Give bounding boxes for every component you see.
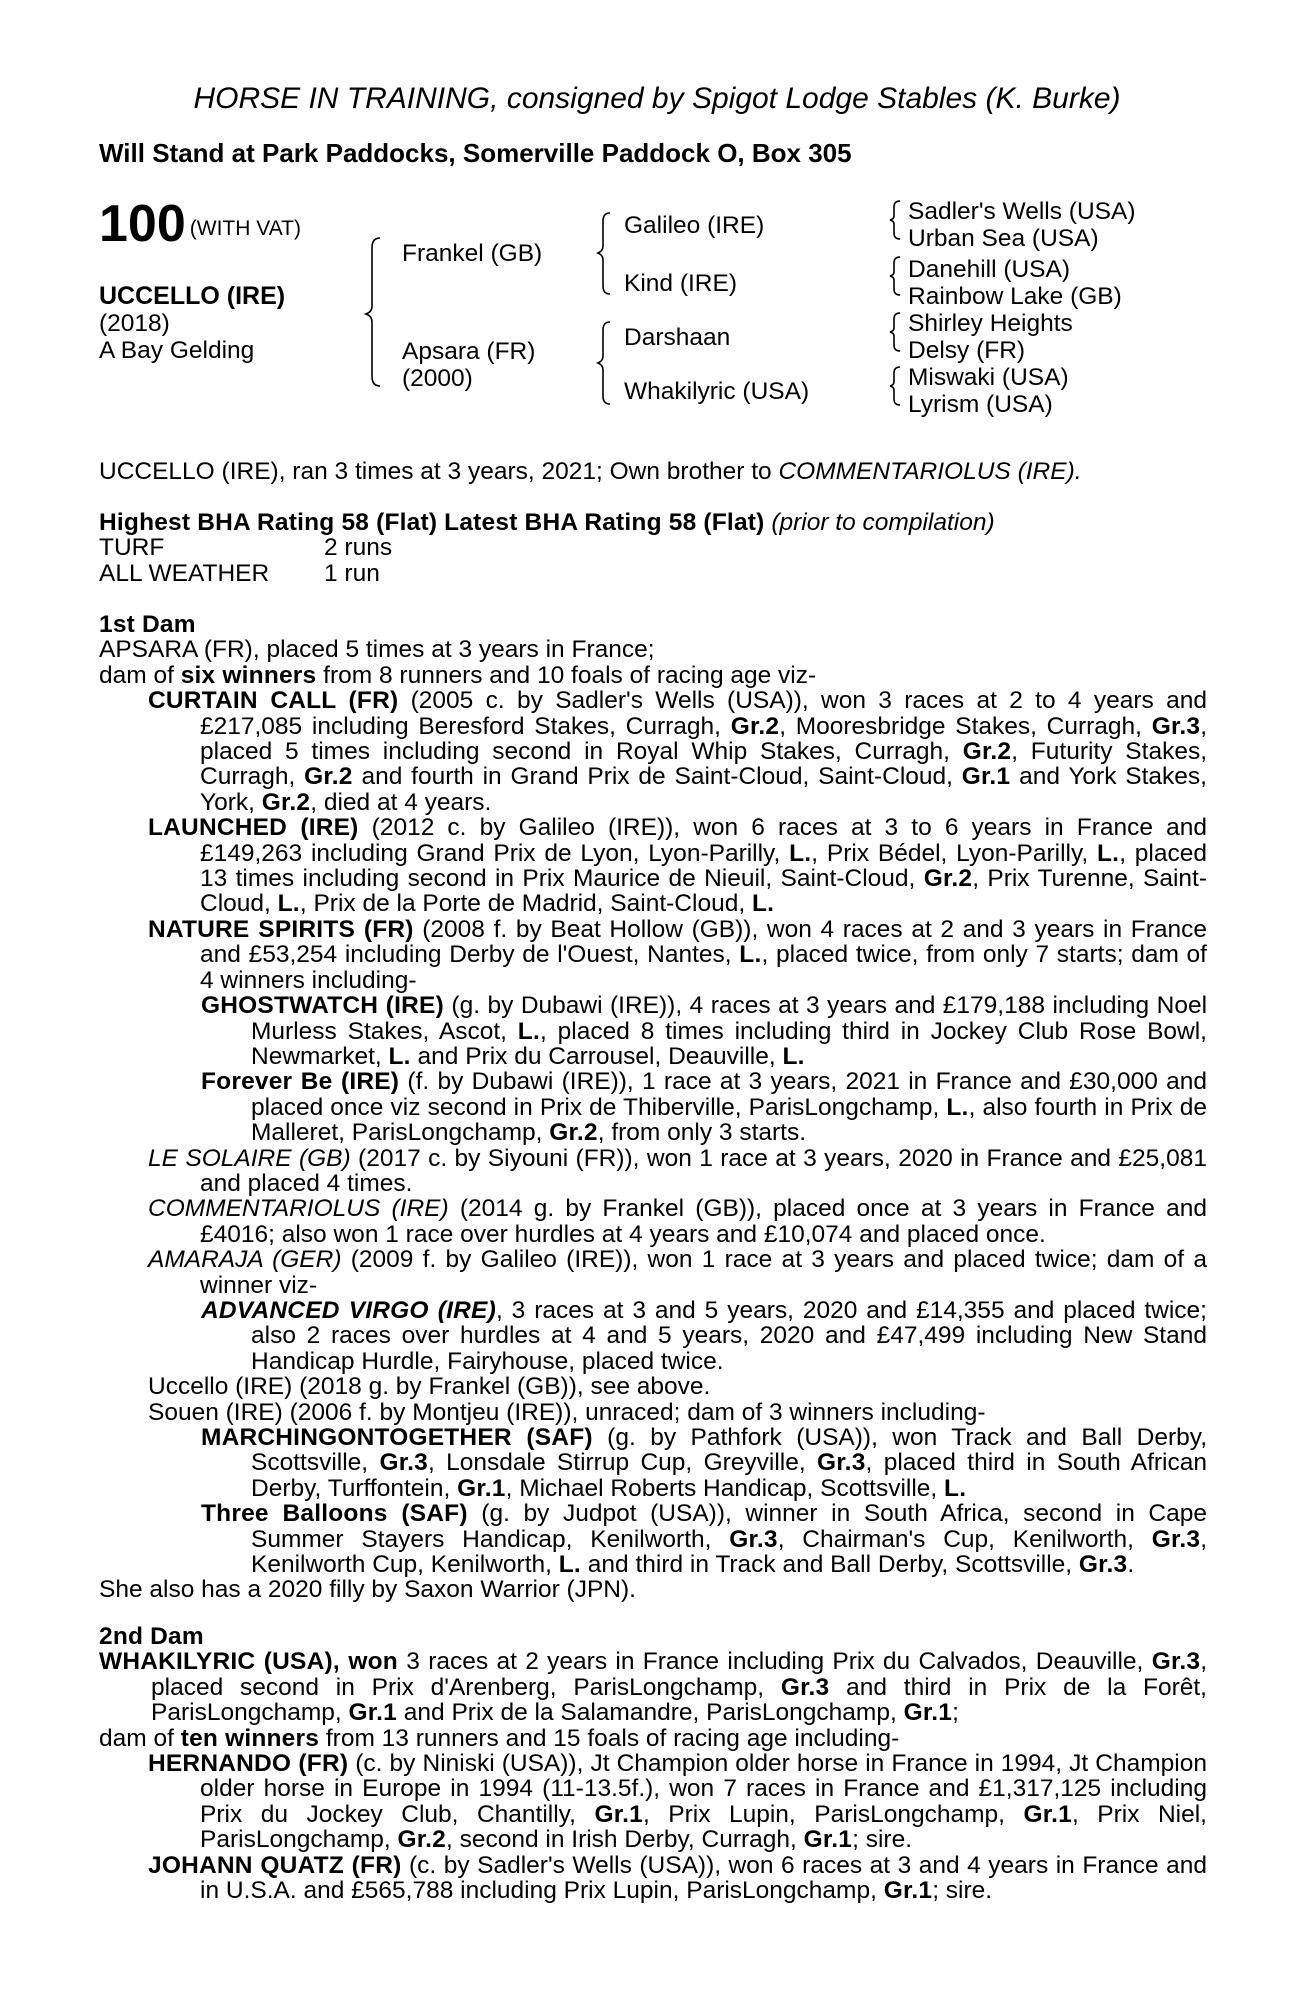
first-dam-heading: 1st Dam	[99, 611, 196, 638]
progeny-launched: LAUNCHED (IRE) (2012 c. by Galileo (IRE)), won 6 races at 3 to 6 years in France and £149,263 including Grand Prix de Lyon, Lyon-Parilly, L., Prix Bédel, Lyon-Parilly, L., placed 13 times including second in Prix Maurice de Nieuil, Saint-Cloud, Gr.2, Prix Turenne, Saint-Cloud, L., Prix de la Porte de Madrid, Saint-Cloud, L.	[148, 814, 1207, 918]
summary-line: UCCELLO (IRE), ran 3 times at 3 years, 2021; Own brother to COMMENTARIOLUS (IRE).	[99, 458, 1082, 485]
lot-number: 100 (WITH VAT)	[99, 195, 301, 253]
pedigree-dam-year: (2000)	[402, 365, 473, 392]
page-title: HORSE IN TRAINING, consigned by Spigot Lodge Stables (K. Burke)	[193, 82, 1121, 115]
progeny-souen: Souen (IRE) (2006 f. by Montjeu (IRE)), unraced; dam of 3 winners including-	[148, 1398, 986, 1426]
progeny-nature-spirits: NATURE SPIRITS (FR) (2008 f. by Beat Hollow (GB)), won 4 races at 2 and 3 years in France and £53,254 including Derby de l'Ouest, Nantes, L., placed twice, from only 7 starts; dam of 4 winners including-	[148, 915, 1207, 994]
progeny-uccello: Uccello (IRE) (2018 g. by Frankel (GB)), see above.	[148, 1373, 711, 1401]
pedigree-ds-sire: Shirley Heights	[908, 310, 1073, 337]
pedigree-sire-dam: Kind (IRE)	[624, 270, 738, 297]
progeny-le-solaire: LE SOLAIRE (GB) (2017 c. by Siyouni (FR)), won 1 race at 3 years, 2020 in France and £25,081 and placed 4 times.	[148, 1144, 1207, 1197]
pedigree-ds-dam: Delsy (FR)	[908, 337, 1026, 364]
horse-year: (2018)	[99, 310, 170, 337]
rating-note: (prior to compilation)	[771, 509, 995, 536]
progeny-curtain-call: CURTAIN CALL (FR) (2005 c. by Sadler's Wells (USA)), won 3 races at 2 to 4 years and £217,085 including Beresford Stakes, Curragh, Gr.2, Mooresbridge Stakes, Curragh, Gr.3, placed 5 times including second in Royal Whip Stakes, Curragh, Gr.2, Futurity Stakes, Curragh, Gr.2 and fourth in Grand Prix de Saint-Cloud, Saint-Cloud, Gr.1 and York Stakes, York, Gr.2, died at 4 years.	[148, 687, 1207, 816]
pedigree-ss-sire: Sadler's Wells (USA)	[908, 198, 1136, 225]
progeny-hernando: HERNANDO (FR) (c. by Niniski (USA)), Jt Champion older horse in France in 1994, Jt Champion older horse in Europe in 1994 (11-13.5f.), won 7 races in France and £1,317,125 including Prix du Jockey Club, Chantilly, Gr.1, Prix Lupin, ParisLongchamp, Gr.1, Prix Niel, ParisLongchamp, Gr.2, second in Irish Derby, Curragh, Gr.1; sire.	[148, 1750, 1207, 1854]
progeny-johann-quatz: JOHANN QUATZ (FR) (c. by Sadler's Wells (USA)), won 6 races at 3 and 4 years in France and in U.S.A. and £565,788 including Prix Lupin, ParisLongchamp, Gr.1; sire.	[148, 1851, 1207, 1905]
pedigree-dd-dam: Lyrism (USA)	[908, 391, 1053, 418]
first-dam-section: 1st Dam APSARA (FR), placed 5 times at 3 years in France; dam of six winners from 8 runners and 10 foals of racing age viz- CURTAIN CALL (FR) (2005 c. by Sadler's Wells (USA)), won 3 races at 2 to 4 years and £217,085 including Beresford Stakes, Curragh, Gr.2, Mooresbridge Stakes, Curragh, Gr.3, placed 5 times including second in Royal Whip Stakes, Curragh, Gr.2, Futurity Stakes, Curragh, Gr.2 and fourth in Grand Prix de Saint-Cloud, Saint-Cloud, Gr.1 and York Stakes, York, Gr.2, died at 4 years. LAUNCHED (IRE) (2012 c. by Galileo (IRE)), won 6 races at 3 to 6 years in France and £149,263 including Grand Prix de Lyon, Lyon-Parilly, L., Prix Bédel, Lyon-Parilly, L., placed 13 times including second in Prix Maurice de Nieuil, Saint-Cloud, Gr.2, Prix Turenne, Saint-Cloud, L., Prix de la Porte de Madrid, Saint-Cloud, L. NATURE SPIRITS (FR) (2008 f. by Beat Hollow (GB)), won 4 races at 2 and 3 years in France and £53,254 including Derby de l'Ouest, Nantes, L., placed twice, from only 7 starts; dam of 4 winners including- GHOSTWATCH (IRE) (g. by Dubawi (IRE)), 4 races at 3 years and £179,188 including Noel Murless Stakes, Ascot, L., placed 8 times including third in Jockey Club Rose Bowl, Newmarket, L. and Prix du Carrousel, Deauville, L. Forever Be (IRE) (f. by Dubawi (IRE)), 1 race at 3 years, 2021 in France and £30,000 and placed once viz second in Prix de Thiberville, ParisLongchamp, L., also fourth in Prix de Malleret, ParisLongchamp, Gr.2, from only 3 starts. LE SOLAIRE (GB) (2017 c. by Siyouni (FR)), won 1 race at 3 years, 2020 in France and £25,081 and placed 4 times. COMMENTARIOLUS (IRE) (2014 g. by Frankel (GB)), placed once at 3 years in France and £4016; also won 1 race over hurdles at 4 years and £10,074 and placed once. AMARAJA (GER) (2009 f. by Galileo (IRE)), won 1 race at 3 years and placed twice; dam of a winner viz- ADVANCED VIRGO (IRE), 3 races at 3 and 5 years, 2020 and £14,355 and placed twice; also 2 races over hurdles at 4 and 5 years, 2020 and £47,499 including New Stand Handicap Hurdle, Fairyhouse, placed twice. Uccello (IRE) (2018 g. by Frankel (GB)), see above. Souen (IRE) (2006 f. by Montjeu (IRE)), unraced; dam of 3 winners including- MARCHINGONTOGETHER (SAF) (g. by Pathfork (USA)), won Track and Ball Derby, Scottsville, Gr.3, Lonsdale Stirrup Cup, Greyville, Gr.3, placed third in South African Derby, Turffontein, Gr.1, Michael Roberts Handicap, Scottsville, L. Three Balloons (SAF) (g. by Judpot (USA)), winner in South Africa, second in Cape Summer Stayers Handicap, Kenilworth, Gr.3, Chairman's Cup, Kenilworth, Gr.3, Kenilworth Cup, Kenilworth, L. and third in Track and Ball Derby, Scottsville, Gr.3. She also has a 2020 filly by Saxon Warrior (JPN).	[99, 611, 1208, 1604]
progeny-advanced-virgo: ADVANCED VIRGO (IRE), 3 races at 3 and 5 years, 2020 and £14,355 and placed twice; also 2 races over hurdles at 4 and 5 years, 2020 and £47,499 including New Stand Handicap Hurdle, Fairyhouse, placed twice.	[201, 1296, 1207, 1375]
rating-text: Highest BHA Rating 58 (Flat) Latest BHA Rating 58 (Flat)	[99, 509, 765, 536]
pedigree-dam: Apsara (FR)	[402, 338, 536, 365]
second-dam-heading: 2nd Dam	[99, 1623, 204, 1650]
horse-description: A Bay Gelding	[99, 337, 255, 364]
pedigree-sire-sire: Galileo (IRE)	[624, 212, 765, 239]
progeny-marchingontogether: MARCHINGONTOGETHER (SAF) (g. by Pathfork (USA)), won Track and Ball Derby, Scottsville, Gr.3, Lonsdale Stirrup Cup, Greyville, Gr.3, placed third in South African Derby, Turffontein, Gr.1, Michael Roberts Handicap, Scottsville, L.	[201, 1424, 1208, 1502]
progeny-three-balloons: Three Balloons (SAF) (g. by Judpot (USA)), winner in South Africa, second in Cape Summer Stayers Handicap, Kenilworth, Gr.3, Chairman's Cup, Kenilworth, Gr.3, Kenilworth Cup, Kenilworth, L. and third in Track and Ball Derby, Scottsville, Gr.3.	[201, 1500, 1207, 1579]
first-dam-footer: She also has a 2020 filly by Saxon Warrior (JPN).	[99, 1576, 636, 1604]
second-dam-section: 2nd Dam WHAKILYRIC (USA), won 3 races at 2 years in France including Prix du Calvados, Deauville, Gr.3, placed second in Prix d'Arenberg, ParisLongchamp, Gr.3 and third in Prix de la Forêt, ParisLongchamp, Gr.1 and Prix de la Salamandre, ParisLongchamp, Gr.1; dam of ten winners from 13 runners and 15 foals of racing age including- HERNANDO (FR) (c. by Niniski (USA)), Jt Champion older horse in France in 1994, Jt Champion older horse in Europe in 1994 (11-13.5f.), won 7 races in France and £1,317,125 including Prix du Jockey Club, Chantilly, Gr.1, Prix Lupin, ParisLongchamp, Gr.1, Prix Niel, ParisLongchamp, Gr.2, second in Irish Derby, Curragh, Gr.1; sire. JOHANN QUATZ (FR) (c. by Sadler's Wells (USA)), won 6 races at 3 and 4 years in France and in U.S.A. and £565,788 including Prix Lupin, ParisLongchamp, Gr.1; sire.	[99, 1623, 1207, 1905]
progeny-commentariolus: COMMENTARIOLUS (IRE) (2014 g. by Frankel (GB)), placed once at 3 years in France and £4016; also won 1 race over hurdles at 4 years and £10,074 and placed once.	[148, 1195, 1208, 1248]
pedigree-sd-dam: Rainbow Lake (GB)	[908, 283, 1122, 310]
rating-block: Highest BHA Rating 58 (Flat) Latest BHA Rating 58 (Flat) (prior to compilation) TURF 2 runs ALL WEATHER 1 run	[99, 509, 995, 587]
pedigree-ss-dam: Urban Sea (USA)	[908, 225, 1099, 252]
progeny-ghostwatch: GHOSTWATCH (IRE) (g. by Dubawi (IRE)), 4 races at 3 years and £179,188 including Noel Murless Stakes, Ascot, L., placed 8 times including third in Jockey Club Rose Bowl, Newmarket, L. and Prix du Carrousel, Deauville, L.	[201, 992, 1208, 1070]
pedigree-dam-dam: Whakilyric (USA)	[624, 378, 810, 405]
progeny-forever-be: Forever Be (IRE) (f. by Dubawi (IRE)), 1 race at 3 years, 2021 in France and £30,000 and placed once viz second in Prix de Thiberville, ParisLongchamp, L., also fourth in Prix de Malleret, ParisLongchamp, Gr.2, from only 3 starts.	[201, 1068, 1207, 1147]
progeny-amaraja: AMARAJA (GER) (2009 f. by Galileo (IRE)), won 1 race at 3 years and placed twice; dam of a winner viz-	[148, 1246, 1208, 1299]
stand-location: Will Stand at Park Paddocks, Somerville Paddock O, Box 305	[99, 138, 852, 168]
pedigree-dam-sire: Darshaan	[624, 324, 731, 351]
lot-vat: (WITH VAT)	[189, 217, 301, 240]
pedigree-sire: Frankel (GB)	[402, 240, 543, 267]
horse-name: UCCELLO (IRE)	[99, 282, 286, 310]
pedigree-sd-sire: Danehill (USA)	[908, 256, 1071, 283]
pedigree-dd-sire: Miswaki (USA)	[908, 364, 1069, 391]
